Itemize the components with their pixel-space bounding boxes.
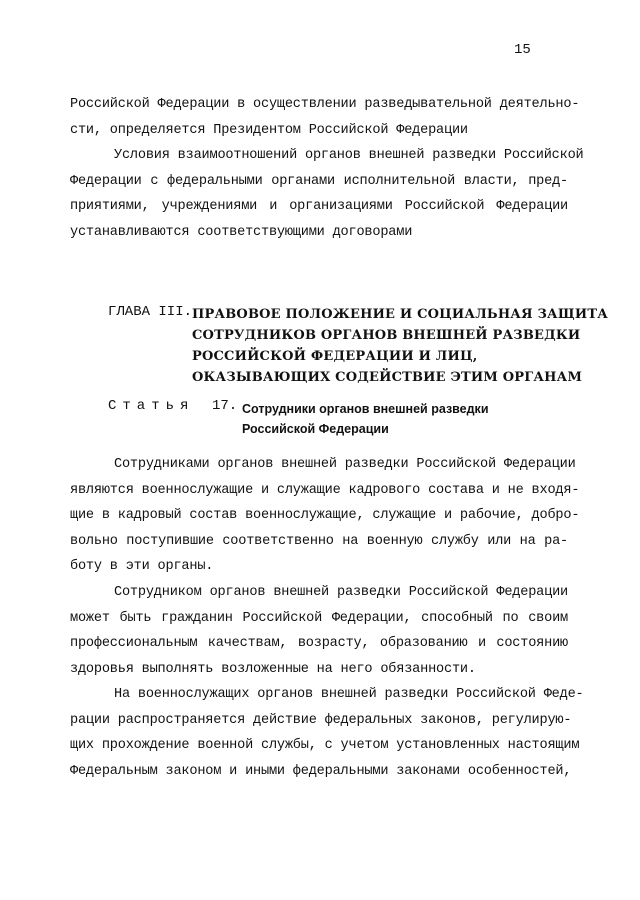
text-line: На военнослужащих органов внешней разведки Российской Феде- [114, 687, 584, 702]
text-line: здоровья выполнять возложенные на него обязанности. [70, 661, 476, 677]
chapter-title-line: ПРАВОВОЕ ПОЛОЖЕНИЕ И СОЦИАЛЬНАЯ ЗАЩИТА [192, 307, 608, 322]
chapter-title-line: ОКАЗЫВАЮЩИХ СОДЕЙСТВИЕ ЭТИМ ОРГАНАМ [192, 370, 583, 385]
text-line: вольно поступившие соответственно на военную службу или на ра- [70, 533, 568, 549]
text-line: Федерации с федеральными органами исполнительной власти, пред- [70, 173, 568, 189]
chapter-label: ГЛАВА III. [108, 304, 193, 320]
body-paragraph-1 [70, 452, 580, 580]
text-line: щие в кадровый состав военнослужащие, служащие и рабочие, добро- [70, 508, 580, 523]
text-line: щих прохождение военной службы, с учетом установленных настоящим [70, 738, 580, 753]
article-title [242, 399, 489, 439]
top-paragraph-2 [70, 143, 584, 245]
text-line: являются военнослужащие и служащие кадрового состава и не входя- [70, 482, 580, 498]
article-title-line: Российской Федерации [242, 422, 389, 436]
article-title-line: Сотрудники органов внешней разведки [242, 402, 489, 416]
top-paragraph-1 [70, 92, 580, 143]
article-number: 17. [212, 398, 238, 414]
text-line: Сотрудниками органов внешней разведки Российской Федерации [114, 457, 576, 472]
chapter-title [192, 304, 608, 388]
article-label: Статья [108, 398, 195, 414]
chapter-title-line: РОССИЙСКОЙ ФЕДЕРАЦИИ И ЛИЦ, [192, 349, 478, 364]
text-line: Федеральным законом и иными федеральными законами особенностей, [70, 763, 572, 779]
text-line: боту в эти органы. [70, 559, 214, 574]
body-paragraph-2 [70, 580, 568, 682]
text-line: Сотрудником органов внешней разведки Российской Федерации [114, 585, 568, 600]
text-line: Условия взаимоотношений органов внешней разведки Российской [114, 148, 584, 163]
text-line: может быть гражданин Российской Федерации, способный по своим [70, 610, 568, 626]
text-line: профессиональным качествам, возрасту, образованию и состоянию [70, 636, 568, 651]
text-line: рации распространяется действие федеральных законов, регулирую- [70, 712, 572, 728]
chapter-title-line: СОТРУДНИКОВ ОРГАНОВ ВНЕШНЕЙ РАЗВЕДКИ [192, 328, 581, 343]
text-line: сти, определяется Президентом Российской Федерации [70, 122, 468, 138]
text-line: Российской Федерации в осуществлении разведывательной деятельно- [70, 97, 580, 112]
body-paragraph-3 [70, 682, 584, 784]
text-line: устанавливаются соответствующими договорами [70, 224, 413, 240]
page-number: 15 [514, 42, 531, 58]
text-line: приятиями, учреждениями и организациями Российской Федерации [70, 199, 568, 214]
